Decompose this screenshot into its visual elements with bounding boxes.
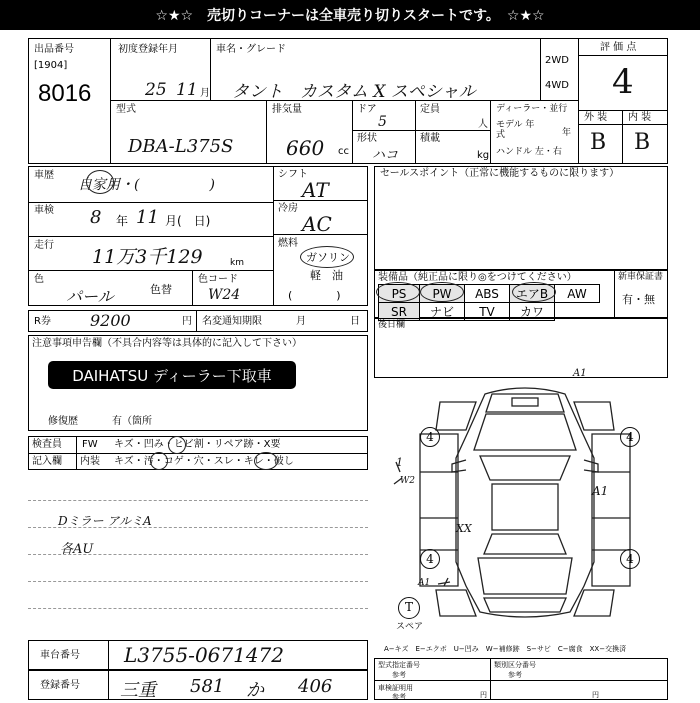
year-char: 年 — [562, 128, 572, 138]
shape-value: ハコ — [372, 148, 399, 163]
damage-legend: A−キズ E−エクボ U−凹み W−補修跡 S−サビ C−腐食 XX−交換済 — [384, 645, 627, 653]
dent-circle — [168, 436, 186, 454]
displacement-label: 排気量 — [272, 104, 302, 115]
spare-label: スペア — [396, 622, 424, 632]
aftersale-label: 後日欄 — [378, 320, 406, 330]
doors-value: 5 — [378, 114, 387, 130]
chassis-value: L3755-0671472 — [124, 643, 285, 667]
footer-label-3: 車検証明用 — [378, 684, 413, 692]
selling-points-label: セールスポイント（正常に機能するものに限ります） — [380, 168, 620, 179]
equip-aw: AW — [555, 285, 600, 303]
first-reg-month: 11 — [176, 80, 198, 100]
tire-front-left: 4 — [420, 427, 440, 447]
mark-left-1: 1 — [396, 456, 403, 469]
model-value: DBA-L375S — [128, 136, 234, 157]
rear-window — [484, 534, 566, 554]
reg-class: 581 — [190, 676, 225, 697]
recycle-row — [28, 310, 368, 332]
equip-airbag: エアB — [510, 285, 555, 303]
inspection-year: 8 — [90, 207, 102, 228]
lot-number: 8016 — [38, 80, 92, 107]
fuel-paren: ( ) — [288, 289, 341, 302]
inspection-month-day: 月( 日) — [165, 214, 211, 228]
capacity-unit: 人 — [478, 119, 488, 130]
equip-sr: SR — [379, 303, 420, 321]
wd-4: 4WD — [545, 80, 569, 91]
front-grille — [512, 398, 538, 406]
mark-left-w2: W2 — [400, 476, 415, 486]
ext-value: B — [590, 130, 607, 155]
reg-label: 登録番号 — [40, 680, 80, 691]
wd-2: 2WD — [545, 55, 569, 66]
dirt-circle — [150, 452, 168, 470]
color-change-label: 色替 — [150, 283, 172, 296]
equip-tv: TV — [465, 303, 510, 321]
dealer-trade-in-badge: DAIHATSU ディーラー下取車 — [48, 361, 296, 389]
equip-navi: ナビ — [420, 303, 465, 321]
fw-label: FW — [82, 439, 98, 450]
mark-top-a1: A1 — [573, 368, 587, 379]
dealer-label: ディーラー・並行 — [496, 104, 568, 114]
notes-label: 注意事項申告欄（不具合内容等は具体的に記入して下さい） — [32, 338, 302, 349]
aftersale-box — [374, 318, 668, 378]
tire-rear-left: 4 — [420, 549, 440, 569]
footer-ref-3: 参考 — [392, 693, 406, 701]
notice-month: 月 — [296, 316, 306, 327]
shift-label: シフト — [278, 169, 308, 180]
fuel-circle — [300, 246, 354, 268]
note-hand-1: Dミラー アルミA — [58, 514, 152, 528]
score-label: 評 価 点 — [600, 42, 637, 53]
note-hand-2: 各AU — [60, 542, 94, 557]
ext-label: 外 装 — [584, 112, 608, 123]
name-label: 車名・グレード — [216, 44, 286, 55]
lot-label: 出品番号 — [34, 44, 74, 55]
color-code-value: W24 — [208, 287, 241, 303]
right-mirror — [584, 460, 598, 472]
history-label: 車歴 — [34, 170, 54, 181]
equip-abs: ABS — [465, 285, 510, 303]
tire-rear-right: 4 — [620, 549, 640, 569]
hood — [474, 414, 576, 450]
car-damage-diagram — [380, 372, 670, 634]
chassis-label: 車台番号 — [40, 650, 80, 661]
rear-bumper — [484, 598, 566, 612]
car-body-outline — [456, 388, 594, 617]
airbag-circle — [512, 282, 556, 302]
roof — [492, 484, 558, 530]
left-front-fender — [436, 402, 476, 430]
spare-tire: T — [398, 597, 420, 619]
inspection-month: 11 — [136, 207, 159, 228]
notice-label: 名変通知期限 — [202, 316, 262, 327]
fuel-diesel: 軽 油 — [310, 269, 343, 282]
history-value: 自家用・( ) — [78, 177, 215, 193]
lot-sub: [1904] — [34, 60, 68, 71]
recycle-yen: 円 — [182, 316, 192, 327]
footer-label-2: 類別区分番号 — [494, 661, 536, 669]
color-code-label: 色コード — [198, 274, 238, 285]
ps-circle — [376, 282, 420, 302]
inspection-year-char: 年 — [116, 214, 129, 228]
footer-label-1: 型式指定番号 — [378, 661, 420, 669]
name-value: タント カスタム X スペシャル — [232, 82, 476, 102]
score-value: 4 — [612, 62, 634, 102]
selling-points-box — [374, 166, 668, 270]
mileage-value: 11万3千129 — [92, 246, 203, 268]
reg-kana: か — [246, 680, 264, 701]
history-circle — [86, 170, 114, 194]
fw-items: キズ・凹み・ヒビ割・リペア跡・X要 — [114, 439, 281, 450]
recycle-value: 9200 — [90, 311, 131, 330]
model-label: 型式 — [116, 104, 136, 115]
displacement-value: 660 — [286, 136, 325, 160]
equip-pw: PW — [420, 285, 465, 303]
footer-ref-1: 参考 — [392, 671, 406, 679]
windshield — [480, 456, 570, 480]
color-label: 色 — [34, 274, 44, 285]
month-unit: 月 — [200, 88, 210, 99]
interior-items: キズ・汚・コゲ・穴・スレ・キレ・破し — [114, 456, 294, 467]
equip-ps: PS — [379, 285, 420, 303]
load-label: 積載 — [420, 133, 440, 144]
left-mirror — [452, 460, 466, 472]
right-front-fender — [574, 402, 614, 430]
footer-ref-2: 参考 — [508, 671, 522, 679]
mark-rear-a1: A1 — [418, 578, 431, 588]
equip-leather: カワ — [510, 303, 555, 321]
entry-label: 記入欄 — [32, 456, 62, 467]
repair-label: 修復歴 — [48, 416, 78, 427]
load-unit: kg — [477, 150, 490, 161]
first-reg-label: 初度登録年月 — [118, 44, 178, 55]
first-reg-year: 25 — [145, 80, 167, 100]
warranty-value: 有・無 — [622, 293, 655, 306]
mark-center-xx: XX — [456, 522, 472, 535]
ac-label: 冷房 — [278, 203, 298, 214]
rear-hatch — [478, 558, 572, 594]
mileage-label: 走行 — [34, 240, 54, 251]
pw-circle — [420, 282, 464, 302]
capacity-label: 定員 — [420, 104, 440, 115]
shift-value: AT — [302, 178, 329, 202]
footer-yen-2: 円 — [592, 691, 599, 699]
auction-banner: ☆★☆ 売切りコーナーは全車売り切りスタートです。 ☆★☆ — [0, 0, 700, 30]
fuel-gas: ガソリン — [306, 251, 350, 264]
color-value: パール — [66, 287, 114, 306]
int-value: B — [634, 130, 651, 155]
tire-front-right: 4 — [620, 427, 640, 447]
recycle-label: R券 — [34, 316, 51, 327]
cc-unit: cc — [338, 146, 349, 157]
shape-label: 形状 — [357, 133, 377, 144]
fuel-label: 燃料 — [278, 238, 298, 249]
warranty-label: 新車保証書 — [618, 272, 664, 282]
inspection-label: 車検 — [34, 205, 54, 216]
notice-day: 日 — [350, 316, 360, 327]
front-bumper — [486, 394, 564, 412]
mileage-km: km — [230, 258, 244, 268]
equipment-label: 装備品（純正品に限り◎をつけてください） — [378, 272, 577, 283]
footer-yen-1: 円 — [480, 691, 487, 699]
reg-region: 三重 — [120, 680, 156, 701]
ac-value: AC — [302, 212, 332, 236]
repair-value: 有（箇所 — [112, 416, 152, 427]
reg-number: 406 — [298, 676, 333, 697]
doors-label: ドア — [357, 104, 377, 115]
inspector-label: 検査員 — [32, 439, 62, 450]
handle-label: ハンドル 左・右 — [496, 147, 562, 157]
interior-label: 内装 — [80, 456, 100, 467]
int-label: 内 装 — [628, 112, 652, 123]
model-year-label: モデル 年式 — [496, 120, 535, 140]
mark-right-a1: A1 — [592, 484, 609, 498]
scuff-circle — [254, 452, 278, 470]
rear-mark-line — [438, 578, 450, 586]
